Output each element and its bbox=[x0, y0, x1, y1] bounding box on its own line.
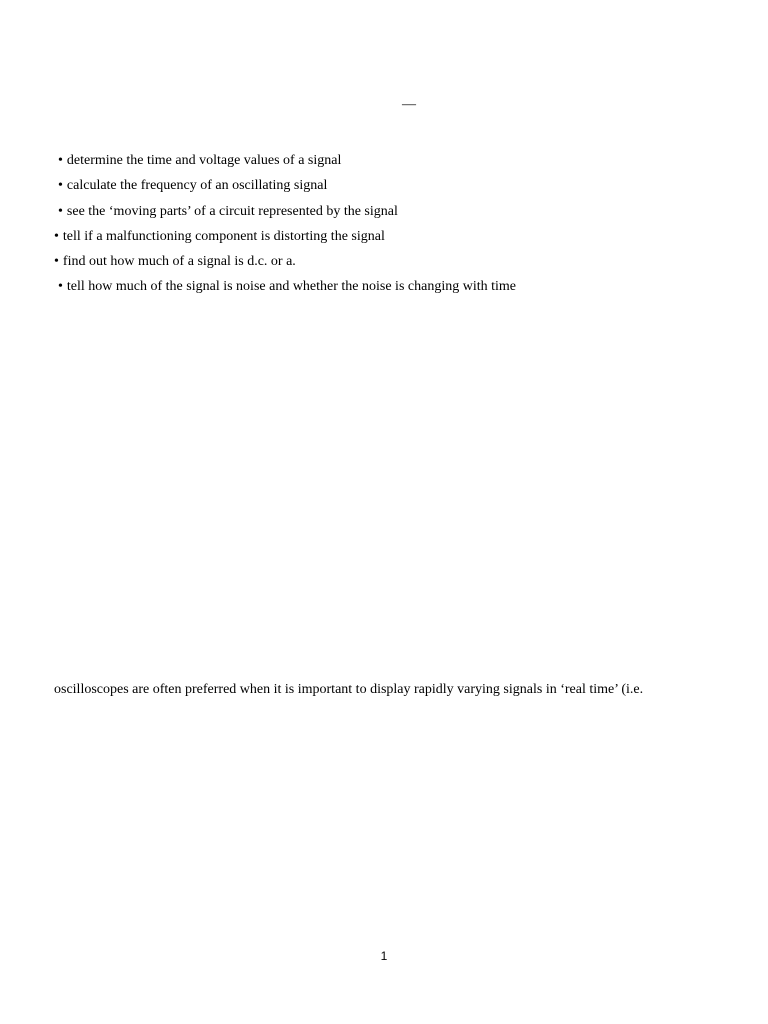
bullet-symbol: • bbox=[58, 153, 63, 168]
bullet-item bbox=[54, 228, 385, 246]
bullet-item bbox=[58, 152, 341, 170]
bullet-symbol: • bbox=[58, 279, 63, 294]
bullet-symbol: • bbox=[54, 229, 59, 244]
bullet-symbol: • bbox=[58, 178, 63, 193]
bullet-text: tell if a malfunctioning component is distorting the signal bbox=[62, 229, 385, 244]
bullet-text: tell how much of the signal is noise and whether the noise is changing with time bbox=[66, 279, 516, 294]
bullet-text: calculate the frequency of an oscillating signal bbox=[66, 178, 328, 193]
bullet-text: determine the time and voltage values of a signal bbox=[66, 153, 342, 168]
bullet-item bbox=[58, 278, 516, 296]
page-number: 1 bbox=[380, 949, 388, 963]
paragraph-line: oscilloscopes are often preferred when it is important to display rapidly varying signals in ‘real time’ (i.e. bbox=[54, 682, 644, 697]
bullet-symbol: • bbox=[58, 204, 63, 219]
bullet-item bbox=[54, 253, 296, 271]
bullet-text: see the ‘moving parts’ of a circuit represented by the signal bbox=[66, 204, 398, 219]
header-dash: — bbox=[402, 97, 416, 112]
bullet-symbol: • bbox=[54, 254, 59, 269]
bullet-text: find out how much of a signal is d.c. or a. bbox=[62, 254, 296, 269]
bullet-item bbox=[58, 203, 398, 221]
bullet-item bbox=[58, 177, 327, 195]
